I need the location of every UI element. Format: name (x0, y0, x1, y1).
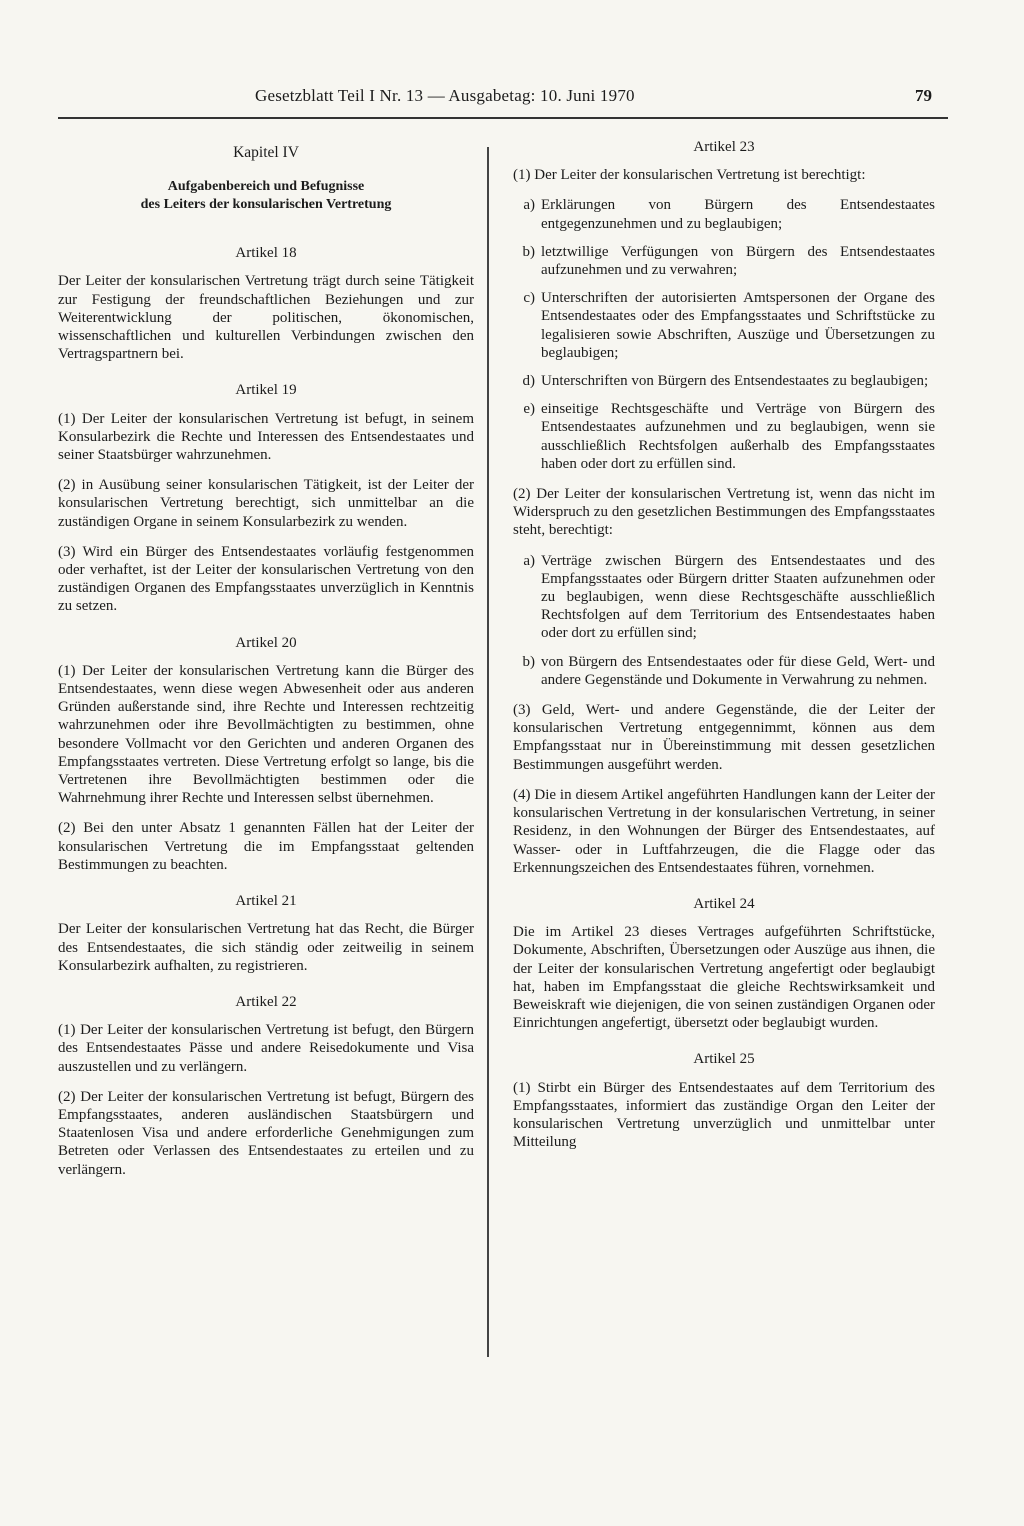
chapter-title (58, 178, 474, 214)
article-21 (58, 892, 474, 975)
left-column (58, 138, 474, 1197)
chapter-title-line-1: Aufgabenbereich und Befugnisse (167, 179, 365, 195)
article-19 (58, 381, 474, 615)
list-item-label: d) (522, 373, 535, 390)
list-item-text: letztwillige Verfügungen von Bürgern des Entsendestaates aufzunehmen und zu verwahren; (541, 243, 935, 279)
article-21-paragraph: Der Leiter der konsularischen Vertretung hat das Recht, die Bürger des Entsendestaates, die sich ständig oder zeitweilig in seinem Konsularbezirk aufhalten, zu registrieren. (58, 921, 474, 974)
article-20-paragraph-1: (1) Der Leiter der konsularischen Vertretung kann die Bürger des Entsendestaates, wenn diese wegen Abwesenheit oder aus anderen Gründen außerstande sind, ihre Rechte und Interessen rechtzeitig wahrzunehmen oder ihre Bevollmächtigten zu bestimmen, ohne besondere Vollmacht vor den Gerichten und anderen Organen des Empfangsstaates vertreten. Diese Vertretung erfolgt so lange, bis die Vertretenen ihre Bevollmächtigten bestimmen oder die Wahrnehmung ihrer Rechte und Interessen selbst übernehmen. (58, 662, 474, 807)
list-item-label: a) (523, 552, 535, 569)
article-18-paragraph: Der Leiter der konsularischen Vertretung trägt durch seine Tätigkeit zur Festigung der freundschaftlichen Beziehungen und zur Weiterentwicklung der politischen, ökonomischen, wissenschaftlichen und kulturellen Verbindungen zwischen den Vertragspartnern bei. (58, 273, 474, 363)
article-23 (513, 138, 935, 877)
article-25-paragraph-1: (1) Stirbt ein Bürger des Entsendestaates auf dem Territorium des Empfangsstaates, informiert das zuständige Organ den Leiter der konsularischen Vertretung unverzüglich und unmittelbar unter Mitteilung (513, 1079, 935, 1151)
list-item-text: einseitige Rechtsgeschäfte und Verträge von Bürgern des Entsendestaates aufzunehmen und zu beglaubigen, wenn sie ausschließlich Rechtsfolgen außerhalb des Empfangsstaates haben oder dort zu erfüllen sind. (541, 401, 935, 472)
list-item (513, 653, 935, 689)
article-25-title: Artikel 25 (693, 1051, 755, 1068)
list-item-text: Unterschriften von Bürgern des Entsendestaates zu beglaubigen; (541, 373, 929, 390)
list-item-text: Unterschriften der autorisierten Amtspersonen der Organe des Entsendestaates oder des Empfangsstaates und Schriftstücke zu legalisieren sowie Abschriften, Auszüge und Übersetzungen zu beglaubigen; (541, 290, 935, 361)
list-item-label: c) (523, 290, 535, 307)
article-20-paragraph-2: (2) Bei den unter Absatz 1 genannten Fällen hat der Leiter der konsularischen Vertretung die im Empfangsstaat geltenden Bestimmungen zu beachten. (58, 820, 474, 873)
article-22-title: Artikel 22 (235, 993, 297, 1010)
article-23-title: Artikel 23 (693, 139, 755, 155)
list-item (513, 552, 935, 643)
article-20 (58, 634, 474, 874)
list-item (513, 196, 935, 232)
list-item (513, 289, 935, 362)
article-18-title: Artikel 18 (235, 245, 297, 262)
article-23-paragraph-4: (4) Die in diesem Artikel angeführten Handlungen kann der Leiter der konsularischen Vertretung in der konsularischen Vertretung, in seiner Residenz, in den Wohnungen der Bürger des Entsendestaates, auf Wasser- oder in Luftfahrzeugen, die die Flagge oder das Erkennungszeichen des Entsendestaates führen, vornehmen. (513, 786, 935, 876)
header-rule (58, 117, 948, 119)
article-19-paragraph-3: (3) Wird ein Bürger des Entsendestaates vorläufig festgenommen oder verhaftet, ist der Leiter der konsularischen Vertretung von den zuständigen Organen des Empfangsstaates unverzüglich in Kenntnis zu setzen. (58, 543, 474, 615)
right-column (513, 138, 935, 1169)
list-item-label: b) (522, 653, 535, 670)
list-item-label: a) (523, 197, 535, 214)
list-item (513, 243, 935, 279)
gazette-header-title: Gesetzblatt Teil I Nr. 13 — Ausgabetag: 10. Juni 1970 (255, 86, 635, 105)
list-item-text: Verträge zwischen Bürgern des Entsendestaates und des Empfangsstaates oder Bürgern dritter Staaten aufzunehmen oder zu beglaubigen, wenn diese Rechtsgeschäfte ausschließlich Rechtsfolgen auf dem Territorium des Entsendestaates haben oder dort zu erfüllen sind; (541, 552, 935, 642)
page-number: 79 (915, 86, 932, 105)
article-19-title: Artikel 19 (235, 382, 297, 399)
list-item-text: Erklärungen von Bürgern des Entsendestaates entgegenzunehmen und zu beglaubigen; (541, 197, 935, 232)
list-item (513, 372, 935, 390)
list-item-label: b) (522, 243, 535, 260)
article-24-paragraph: Die im Artikel 23 dieses Vertrages aufgeführten Schriftstücke, Dokumente, Abschriften, Übersetzungen oder Auszüge aus ihnen, die der Leiter der konsularischen Vertretung angefertigt oder beglaubigt hat, haben im Empfangsstaat die gleiche Rechtswirksamkeit und Beweiskraft wie diejenigen, die von seinen zuständigen Organen oder Einrichtungen angefertigt, übersetzt oder beglaubigt wurden. (513, 924, 935, 1032)
article-25 (513, 1050, 935, 1151)
article-24-title: Artikel 24 (693, 895, 755, 912)
list-item-label: e) (523, 401, 535, 418)
list-item-text: von Bürgern des Entsendestaates oder für diese Geld, Wert- und andere Gegenstände und Dokumente in Verwahrung zu nehmen. (541, 653, 935, 688)
article-21-title: Artikel 21 (235, 893, 297, 910)
chapter-label: Kapitel IV (233, 144, 299, 161)
article-24 (513, 895, 935, 1032)
article-22-paragraph-1: (1) Der Leiter der konsularischen Vertretung ist befugt, den Bürgern des Entsendestaates Pässe und andere Reisedokumente und Visa auszustellen und zu verlängern. (58, 1022, 474, 1075)
article-19-paragraph-2: (2) in Ausübung seiner konsularischen Tätigkeit, ist der Leiter der konsularischen Vertretung berechtigt, sich unmittelbar an die zuständigen Organe in seinem Konsularbezirk zu wenden. (58, 477, 474, 530)
article-22 (58, 993, 474, 1179)
article-23-list-2 (513, 552, 935, 689)
chapter-title-line-2: des Leiters der konsularischen Vertretung (140, 197, 392, 213)
article-20-title: Artikel 20 (235, 634, 297, 651)
list-item (513, 400, 935, 473)
article-22-paragraph-2: (2) Der Leiter der konsularischen Vertretung ist befugt, Bürgern des Empfangsstaates, anderen ausländischen Staatsbürgern und Staatenlosen Visa und andere erforderliche Genehmigungen zum Betreten oder Verlassen des Entsendestaates zu erteilen und zu verlängern. (58, 1088, 474, 1178)
article-23-paragraph-1: (1) Der Leiter der konsularischen Vertretung ist berechtigt: (513, 167, 866, 184)
article-23-paragraph-3: (3) Geld, Wert- und andere Gegenstände, die der Leiter der konsularischen Vertretung entgegennimmt, können aus dem Empfangsstaat nur in Übereinstimmung mit dessen gesetzlichen Bestimmungen ausgeführt werden. (513, 702, 935, 773)
column-divider (487, 147, 489, 1357)
article-23-list-1 (513, 196, 935, 473)
article-18 (58, 244, 474, 363)
page-header (0, 86, 1024, 110)
article-23-paragraph-2: (2) Der Leiter der konsularischen Vertretung ist, wenn das nicht im Widerspruch zu den gesetzlichen Bestimmungen des Empfangsstaates steht, berechtigt: (513, 486, 935, 539)
article-19-paragraph-1: (1) Der Leiter der konsularischen Vertretung ist befugt, in seinem Konsularbezirk die Rechte und Interessen des Entsendestaates und seiner Staatsbürger wahrzunehmen. (58, 410, 474, 464)
